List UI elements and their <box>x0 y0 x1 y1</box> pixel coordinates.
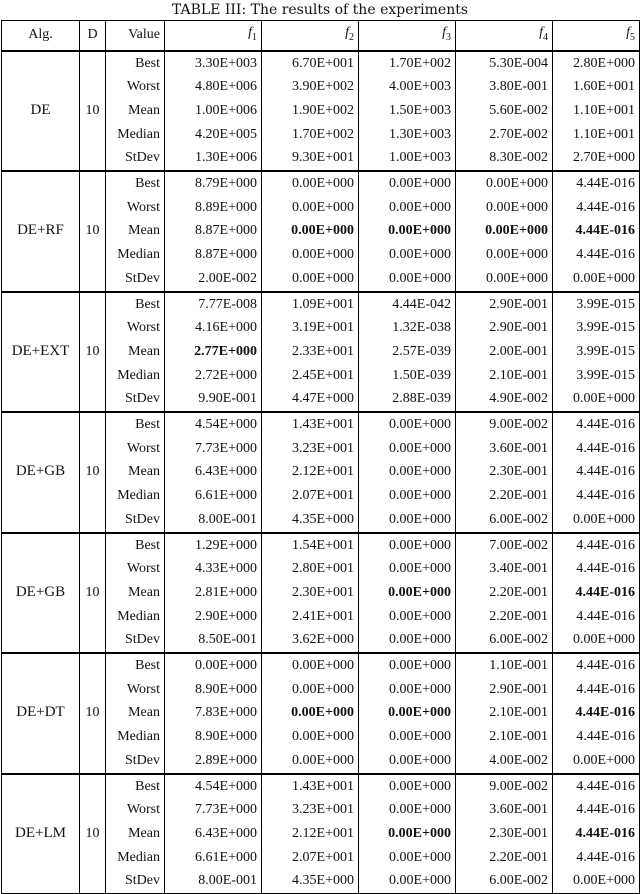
result-cell-f3: 1.32E-038 <box>359 316 456 340</box>
result-cell-f1: 8.90E+000 <box>165 725 262 749</box>
result-cell-f5: 4.44E-016 <box>553 822 640 846</box>
statistic-label: Median <box>106 123 165 147</box>
result-cell-f5: 4.44E-016 <box>553 219 640 243</box>
statistic-label: Worst <box>106 798 165 822</box>
result-cell-f2: 1.70E+002 <box>262 123 359 147</box>
result-cell-f3: 0.00E+000 <box>359 219 456 243</box>
result-cell-f2: 3.23E+001 <box>262 798 359 822</box>
result-cell-f1: 6.43E+000 <box>165 460 262 484</box>
result-cell-f1: 2.90E+000 <box>165 605 262 629</box>
result-cell-f3: 2.57E-039 <box>359 340 456 364</box>
result-cell-f3: 0.00E+000 <box>359 774 456 799</box>
header-f1 <box>165 21 262 51</box>
result-cell-f4: 6.00E-002 <box>456 869 553 893</box>
result-cell-f3: 1.50E+003 <box>359 99 456 123</box>
statistic-label: StDev <box>106 146 165 171</box>
result-cell-f2: 0.00E+000 <box>262 678 359 702</box>
result-cell-f4: 3.80E-001 <box>456 75 553 99</box>
result-cell-f2: 2.33E+001 <box>262 340 359 364</box>
result-cell-f4: 2.90E-001 <box>456 292 553 317</box>
statistic-label: Worst <box>106 437 165 461</box>
result-cell-f1: 2.77E+000 <box>165 340 262 364</box>
result-cell-f4: 3.60E-001 <box>456 437 553 461</box>
result-cell-f5: 4.44E-016 <box>553 653 640 678</box>
result-cell-f1: 1.30E+006 <box>165 146 262 171</box>
result-cell-f2: 3.23E+001 <box>262 437 359 461</box>
result-cell-f4: 5.30E-004 <box>456 51 553 76</box>
result-cell-f3: 0.00E+000 <box>359 437 456 461</box>
result-cell-f1: 4.54E+000 <box>165 412 262 437</box>
result-cell-f3: 1.70E+002 <box>359 51 456 76</box>
result-cell-f1: 6.43E+000 <box>165 822 262 846</box>
algorithm-name: DE+GB <box>2 412 80 533</box>
result-cell-f4: 2.10E-001 <box>456 725 553 749</box>
result-cell-f5: 4.44E-016 <box>553 581 640 605</box>
algorithm-name: DE <box>2 51 80 172</box>
result-cell-f5: 4.44E-016 <box>553 484 640 508</box>
result-cell-f5: 4.44E-016 <box>553 243 640 267</box>
result-cell-f5: 4.44E-016 <box>553 557 640 581</box>
statistic-label: Median <box>106 243 165 267</box>
results-table <box>1 20 640 894</box>
result-cell-f4: 6.00E-002 <box>456 628 553 653</box>
result-cell-f2: 3.62E+000 <box>262 628 359 653</box>
result-cell-f4: 0.00E+000 <box>456 196 553 220</box>
result-cell-f5: 4.44E-016 <box>553 701 640 725</box>
statistic-label: Mean <box>106 701 165 725</box>
result-cell-f5: 3.99E-015 <box>553 340 640 364</box>
header-value: Value <box>106 21 165 51</box>
result-cell-f3: 0.00E+000 <box>359 749 456 774</box>
result-cell-f2: 3.19E+001 <box>262 316 359 340</box>
result-cell-f2: 3.90E+002 <box>262 75 359 99</box>
result-cell-f1: 7.73E+000 <box>165 798 262 822</box>
result-cell-f4: 9.00E-002 <box>456 774 553 799</box>
result-cell-f2: 2.45E+001 <box>262 364 359 388</box>
result-cell-f2: 0.00E+000 <box>262 196 359 220</box>
result-cell-f5: 0.00E+000 <box>553 869 640 893</box>
statistic-label: Mean <box>106 822 165 846</box>
result-cell-f4: 2.90E-001 <box>456 678 553 702</box>
statistic-label: Median <box>106 725 165 749</box>
result-cell-f5: 4.44E-016 <box>553 533 640 558</box>
result-cell-f4: 6.00E-002 <box>456 508 553 533</box>
result-cell-f3: 0.00E+000 <box>359 725 456 749</box>
header-f4 <box>456 21 553 51</box>
header-alg: Alg. <box>2 21 80 51</box>
result-cell-f4: 1.10E-001 <box>456 653 553 678</box>
dimension-value: 10 <box>80 51 106 172</box>
result-cell-f4: 8.30E-002 <box>456 146 553 171</box>
result-cell-f3: 0.00E+000 <box>359 171 456 196</box>
algorithm-name: DE+GB <box>2 533 80 654</box>
algorithm-name: DE+DT <box>2 653 80 774</box>
result-cell-f2: 2.07E+001 <box>262 846 359 870</box>
table-row <box>2 171 640 196</box>
result-cell-f5: 1.10E+001 <box>553 123 640 147</box>
statistic-label: StDev <box>106 869 165 893</box>
result-cell-f1: 7.83E+000 <box>165 701 262 725</box>
result-cell-f3: 0.00E+000 <box>359 460 456 484</box>
result-cell-f1: 4.20E+005 <box>165 123 262 147</box>
result-cell-f5: 4.44E-016 <box>553 171 640 196</box>
table-row <box>2 412 640 437</box>
result-cell-f5: 4.44E-016 <box>553 196 640 220</box>
dimension-value: 10 <box>80 533 106 654</box>
result-cell-f2: 9.30E+001 <box>262 146 359 171</box>
statistic-label: Median <box>106 846 165 870</box>
result-cell-f5: 3.99E-015 <box>553 364 640 388</box>
result-cell-f4: 2.30E-001 <box>456 822 553 846</box>
result-cell-f4: 2.10E-001 <box>456 701 553 725</box>
result-cell-f1: 8.87E+000 <box>165 243 262 267</box>
header-dimension: D <box>80 21 106 51</box>
header-f2-sub: 2 <box>349 31 354 43</box>
result-cell-f4: 0.00E+000 <box>456 219 553 243</box>
result-cell-f3: 1.50E-039 <box>359 364 456 388</box>
result-cell-f3: 0.00E+000 <box>359 412 456 437</box>
result-cell-f4: 2.20E-001 <box>456 581 553 605</box>
statistic-label: Worst <box>106 557 165 581</box>
result-cell-f3: 0.00E+000 <box>359 533 456 558</box>
statistic-label: Mean <box>106 581 165 605</box>
result-cell-f5: 4.44E-016 <box>553 437 640 461</box>
table-row <box>2 774 640 799</box>
result-cell-f4: 4.00E-002 <box>456 749 553 774</box>
result-cell-f4: 2.20E-001 <box>456 846 553 870</box>
table-row <box>2 533 640 558</box>
result-cell-f5: 4.44E-016 <box>553 774 640 799</box>
statistic-label: Mean <box>106 460 165 484</box>
result-cell-f5: 0.00E+000 <box>553 628 640 653</box>
result-cell-f1: 7.77E-008 <box>165 292 262 317</box>
result-cell-f3: 0.00E+000 <box>359 701 456 725</box>
result-cell-f2: 4.35E+000 <box>262 869 359 893</box>
result-cell-f3: 0.00E+000 <box>359 678 456 702</box>
result-cell-f1: 4.16E+000 <box>165 316 262 340</box>
result-cell-f2: 4.35E+000 <box>262 508 359 533</box>
result-cell-f2: 1.43E+001 <box>262 412 359 437</box>
result-cell-f5: 4.44E-016 <box>553 605 640 629</box>
statistic-label: StDev <box>106 387 165 412</box>
table-row <box>2 653 640 678</box>
statistic-label: Best <box>106 292 165 317</box>
result-cell-f5: 4.44E-016 <box>553 678 640 702</box>
statistic-label: Mean <box>106 340 165 364</box>
result-cell-f3: 0.00E+000 <box>359 484 456 508</box>
result-cell-f2: 1.90E+002 <box>262 99 359 123</box>
result-cell-f1: 8.87E+000 <box>165 219 262 243</box>
result-cell-f4: 7.00E-002 <box>456 533 553 558</box>
result-cell-f4: 0.00E+000 <box>456 267 553 292</box>
result-cell-f2: 1.09E+001 <box>262 292 359 317</box>
statistic-label: Median <box>106 484 165 508</box>
table-body <box>2 51 640 894</box>
result-cell-f1: 9.90E-001 <box>165 387 262 412</box>
result-cell-f3: 1.00E+003 <box>359 146 456 171</box>
header-f1-base: f <box>248 25 252 40</box>
result-cell-f2: 2.07E+001 <box>262 484 359 508</box>
table-row <box>2 51 640 76</box>
statistic-label: StDev <box>106 508 165 533</box>
result-cell-f3: 4.00E+003 <box>359 75 456 99</box>
header-f1-sub: 1 <box>252 31 257 43</box>
result-cell-f3: 0.00E+000 <box>359 267 456 292</box>
result-cell-f5: 1.60E+001 <box>553 75 640 99</box>
result-cell-f1: 2.81E+000 <box>165 581 262 605</box>
result-cell-f1: 8.89E+000 <box>165 196 262 220</box>
table-caption: TABLE III: The results of the experiments <box>171 2 469 18</box>
result-cell-f2: 2.41E+001 <box>262 605 359 629</box>
statistic-label: Mean <box>106 99 165 123</box>
statistic-label: Best <box>106 51 165 76</box>
result-cell-f4: 0.00E+000 <box>456 243 553 267</box>
result-cell-f4: 4.90E-002 <box>456 387 553 412</box>
result-cell-f5: 0.00E+000 <box>553 267 640 292</box>
result-cell-f3: 0.00E+000 <box>359 581 456 605</box>
result-cell-f4: 5.60E-002 <box>456 99 553 123</box>
result-cell-f1: 2.72E+000 <box>165 364 262 388</box>
result-cell-f2: 0.00E+000 <box>262 243 359 267</box>
statistic-label: Worst <box>106 196 165 220</box>
result-cell-f5: 4.44E-016 <box>553 846 640 870</box>
result-cell-f1: 1.00E+006 <box>165 99 262 123</box>
result-cell-f2: 2.30E+001 <box>262 581 359 605</box>
statistic-label: Best <box>106 774 165 799</box>
statistic-label: Worst <box>106 678 165 702</box>
algorithm-name: DE+EXT <box>2 292 80 413</box>
result-cell-f3: 4.44E-042 <box>359 292 456 317</box>
result-cell-f5: 3.99E-015 <box>553 316 640 340</box>
result-cell-f1: 1.29E+000 <box>165 533 262 558</box>
result-cell-f3: 1.30E+003 <box>359 123 456 147</box>
header-f3-base: f <box>442 25 446 40</box>
result-cell-f4: 2.10E-001 <box>456 364 553 388</box>
header-f3 <box>359 21 456 51</box>
result-cell-f2: 4.47E+000 <box>262 387 359 412</box>
result-cell-f1: 8.50E-001 <box>165 628 262 653</box>
result-cell-f1: 6.61E+000 <box>165 484 262 508</box>
result-cell-f2: 2.80E+001 <box>262 557 359 581</box>
result-cell-f2: 0.00E+000 <box>262 653 359 678</box>
result-cell-f5: 4.44E-016 <box>553 725 640 749</box>
result-cell-f1: 8.00E-001 <box>165 508 262 533</box>
dimension-value: 10 <box>80 292 106 413</box>
result-cell-f1: 4.54E+000 <box>165 774 262 799</box>
statistic-label: Mean <box>106 219 165 243</box>
header-f5 <box>553 21 640 51</box>
dimension-value: 10 <box>80 774 106 894</box>
result-cell-f3: 0.00E+000 <box>359 605 456 629</box>
result-cell-f5: 4.44E-016 <box>553 412 640 437</box>
result-cell-f1: 3.30E+003 <box>165 51 262 76</box>
result-cell-f3: 0.00E+000 <box>359 508 456 533</box>
statistic-label: StDev <box>106 267 165 292</box>
result-cell-f1: 0.00E+000 <box>165 653 262 678</box>
result-cell-f3: 0.00E+000 <box>359 628 456 653</box>
statistic-label: Best <box>106 171 165 196</box>
result-cell-f1: 2.89E+000 <box>165 749 262 774</box>
result-cell-f1: 8.00E-001 <box>165 869 262 893</box>
result-cell-f2: 1.54E+001 <box>262 533 359 558</box>
result-cell-f3: 0.00E+000 <box>359 822 456 846</box>
result-cell-f2: 0.00E+000 <box>262 219 359 243</box>
result-cell-f3: 0.00E+000 <box>359 557 456 581</box>
result-cell-f4: 2.20E-001 <box>456 484 553 508</box>
result-cell-f5: 0.00E+000 <box>553 749 640 774</box>
result-cell-f3: 0.00E+000 <box>359 196 456 220</box>
header-row <box>2 21 640 51</box>
result-cell-f1: 4.33E+000 <box>165 557 262 581</box>
result-cell-f1: 7.73E+000 <box>165 437 262 461</box>
result-cell-f1: 2.00E-002 <box>165 267 262 292</box>
result-cell-f3: 0.00E+000 <box>359 798 456 822</box>
algorithm-name: DE+RF <box>2 171 80 292</box>
header-f5-base: f <box>626 25 630 40</box>
result-cell-f4: 2.20E-001 <box>456 605 553 629</box>
result-cell-f2: 2.12E+001 <box>262 822 359 846</box>
statistic-label: Best <box>106 653 165 678</box>
result-cell-f3: 0.00E+000 <box>359 869 456 893</box>
result-cell-f2: 0.00E+000 <box>262 171 359 196</box>
result-cell-f5: 0.00E+000 <box>553 508 640 533</box>
result-cell-f2: 2.12E+001 <box>262 460 359 484</box>
statistic-label: StDev <box>106 749 165 774</box>
result-cell-f5: 2.70E+000 <box>553 146 640 171</box>
result-cell-f5: 4.44E-016 <box>553 460 640 484</box>
header-f5-sub: 5 <box>630 31 635 43</box>
result-cell-f4: 2.00E-001 <box>456 340 553 364</box>
result-cell-f4: 2.70E-002 <box>456 123 553 147</box>
result-cell-f2: 0.00E+000 <box>262 749 359 774</box>
header-f4-base: f <box>539 25 543 40</box>
result-cell-f3: 0.00E+000 <box>359 846 456 870</box>
result-cell-f3: 2.88E-039 <box>359 387 456 412</box>
result-cell-f4: 0.00E+000 <box>456 171 553 196</box>
result-cell-f1: 6.61E+000 <box>165 846 262 870</box>
result-cell-f3: 0.00E+000 <box>359 653 456 678</box>
result-cell-f2: 1.43E+001 <box>262 774 359 799</box>
result-cell-f2: 6.70E+001 <box>262 51 359 76</box>
result-cell-f2: 0.00E+000 <box>262 701 359 725</box>
algorithm-name: DE+LM <box>2 774 80 894</box>
header-f4-sub: 4 <box>543 31 548 43</box>
statistic-label: Median <box>106 364 165 388</box>
statistic-label: Median <box>106 605 165 629</box>
result-cell-f2: 0.00E+000 <box>262 725 359 749</box>
result-cell-f4: 2.90E-001 <box>456 316 553 340</box>
statistic-label: Worst <box>106 316 165 340</box>
dimension-value: 10 <box>80 653 106 774</box>
result-cell-f1: 4.80E+006 <box>165 75 262 99</box>
header-f2-base: f <box>345 25 349 40</box>
dimension-value: 10 <box>80 412 106 533</box>
result-cell-f5: 2.80E+000 <box>553 51 640 76</box>
statistic-label: Worst <box>106 75 165 99</box>
result-cell-f3: 0.00E+000 <box>359 243 456 267</box>
result-cell-f5: 1.10E+001 <box>553 99 640 123</box>
result-cell-f5: 4.44E-016 <box>553 798 640 822</box>
result-cell-f1: 8.90E+000 <box>165 678 262 702</box>
result-cell-f4: 9.00E-002 <box>456 412 553 437</box>
result-cell-f5: 3.99E-015 <box>553 292 640 317</box>
result-cell-f4: 2.30E-001 <box>456 460 553 484</box>
statistic-label: Best <box>106 412 165 437</box>
result-cell-f2: 0.00E+000 <box>262 267 359 292</box>
result-cell-f4: 3.40E-001 <box>456 557 553 581</box>
result-cell-f1: 8.79E+000 <box>165 171 262 196</box>
statistic-label: StDev <box>106 628 165 653</box>
header-f2 <box>262 21 359 51</box>
dimension-value: 10 <box>80 171 106 292</box>
header-f3-sub: 3 <box>446 31 451 43</box>
result-cell-f4: 3.60E-001 <box>456 798 553 822</box>
table-row <box>2 292 640 317</box>
statistic-label: Best <box>106 533 165 558</box>
result-cell-f5: 0.00E+000 <box>553 387 640 412</box>
